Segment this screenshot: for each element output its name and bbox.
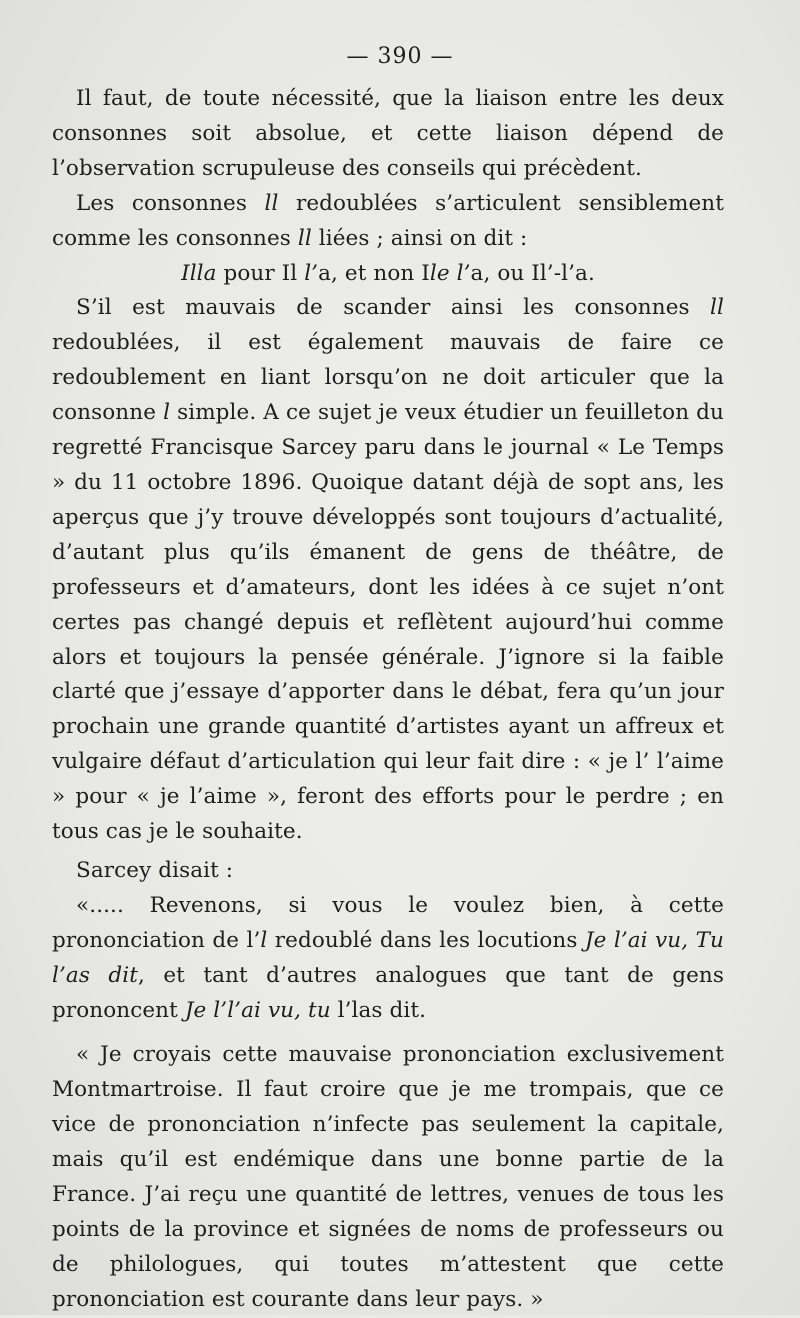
paragraph-1: Il faut, de toute nécessité, que la liaison entre les deux consonnes soit absolue, et cette liaison dépend de l’observation scrupuleuse des conseils qui précèdent.	[52, 86, 724, 181]
paragraph-2: Les consonnes ll redoublées s’articulent sensiblement comme les consonnes ll liées ; ainsi on dit :	[52, 190, 724, 251]
paragraph-5: Sarcey disait :	[76, 857, 234, 883]
paragraph-7: « Je croyais cette mauvaise prononciation exclusivement Montmartroise. Il faut croire que je me trompais, que ce vice de prononciation n’infecte pas seulement la capitale, mais qu’il est endémique dans une bonne partie de la France. J’ai reçu une quantité de lettres, venues de tous les points de la province et signées de noms de professeurs ou de philologues, qui toutes m’attestent que cette prononciation est courante dans leur pays. »	[52, 1042, 724, 1312]
paragraph-6: «..... Revenons, si vous le voulez bien, à cette prononciation de l’l redoublé dans les locutions Je l’ai vu, Tu l’as dit, et tant d’autres analogues que tant de gens prononcent Je l’l’ai vu, tu l’las dit.	[52, 892, 724, 1023]
paragraph-4: S’il est mauvais de scander ainsi les consonnes ll redoublées, il est également mauvais de faire ce redoublement en liant lorsqu’on ne doit articuler que la consonne l simple. A ce sujet je veux étudier un feuilleton du regretté Francisque Sarcey paru dans le journal « Le Temps » du 11 octobre 1896. Quoique datant déjà de sopt ans, les aperçus que j’y trouve développés sont toujours d’actualité, d’autant plus qu’ils émanent de gens de théâtre, de professeurs et d’amateurs, dont les idées à ce sujet n’ont certes pas changé depuis et reflètent aujourd’hui comme alors et toujours la pensée générale. J’ignore si la faible clarté que j’essaye d’apporter dans le débat, fera qu’un jour prochain une grande quantité d’artistes ayant un affreux et vulgaire défaut d’articulation qui leur fait dire : « je l’ l’aime » pour « je l’aime », feront des efforts pour le perdre ; en tous cas je le souhaite.	[52, 295, 724, 845]
body-text	[52, 82, 724, 1318]
page-number: — 390 —	[346, 44, 454, 69]
example-line: Illa pour Il l’a, et non Ile l’a, ou Il’-l’a.	[181, 260, 595, 286]
